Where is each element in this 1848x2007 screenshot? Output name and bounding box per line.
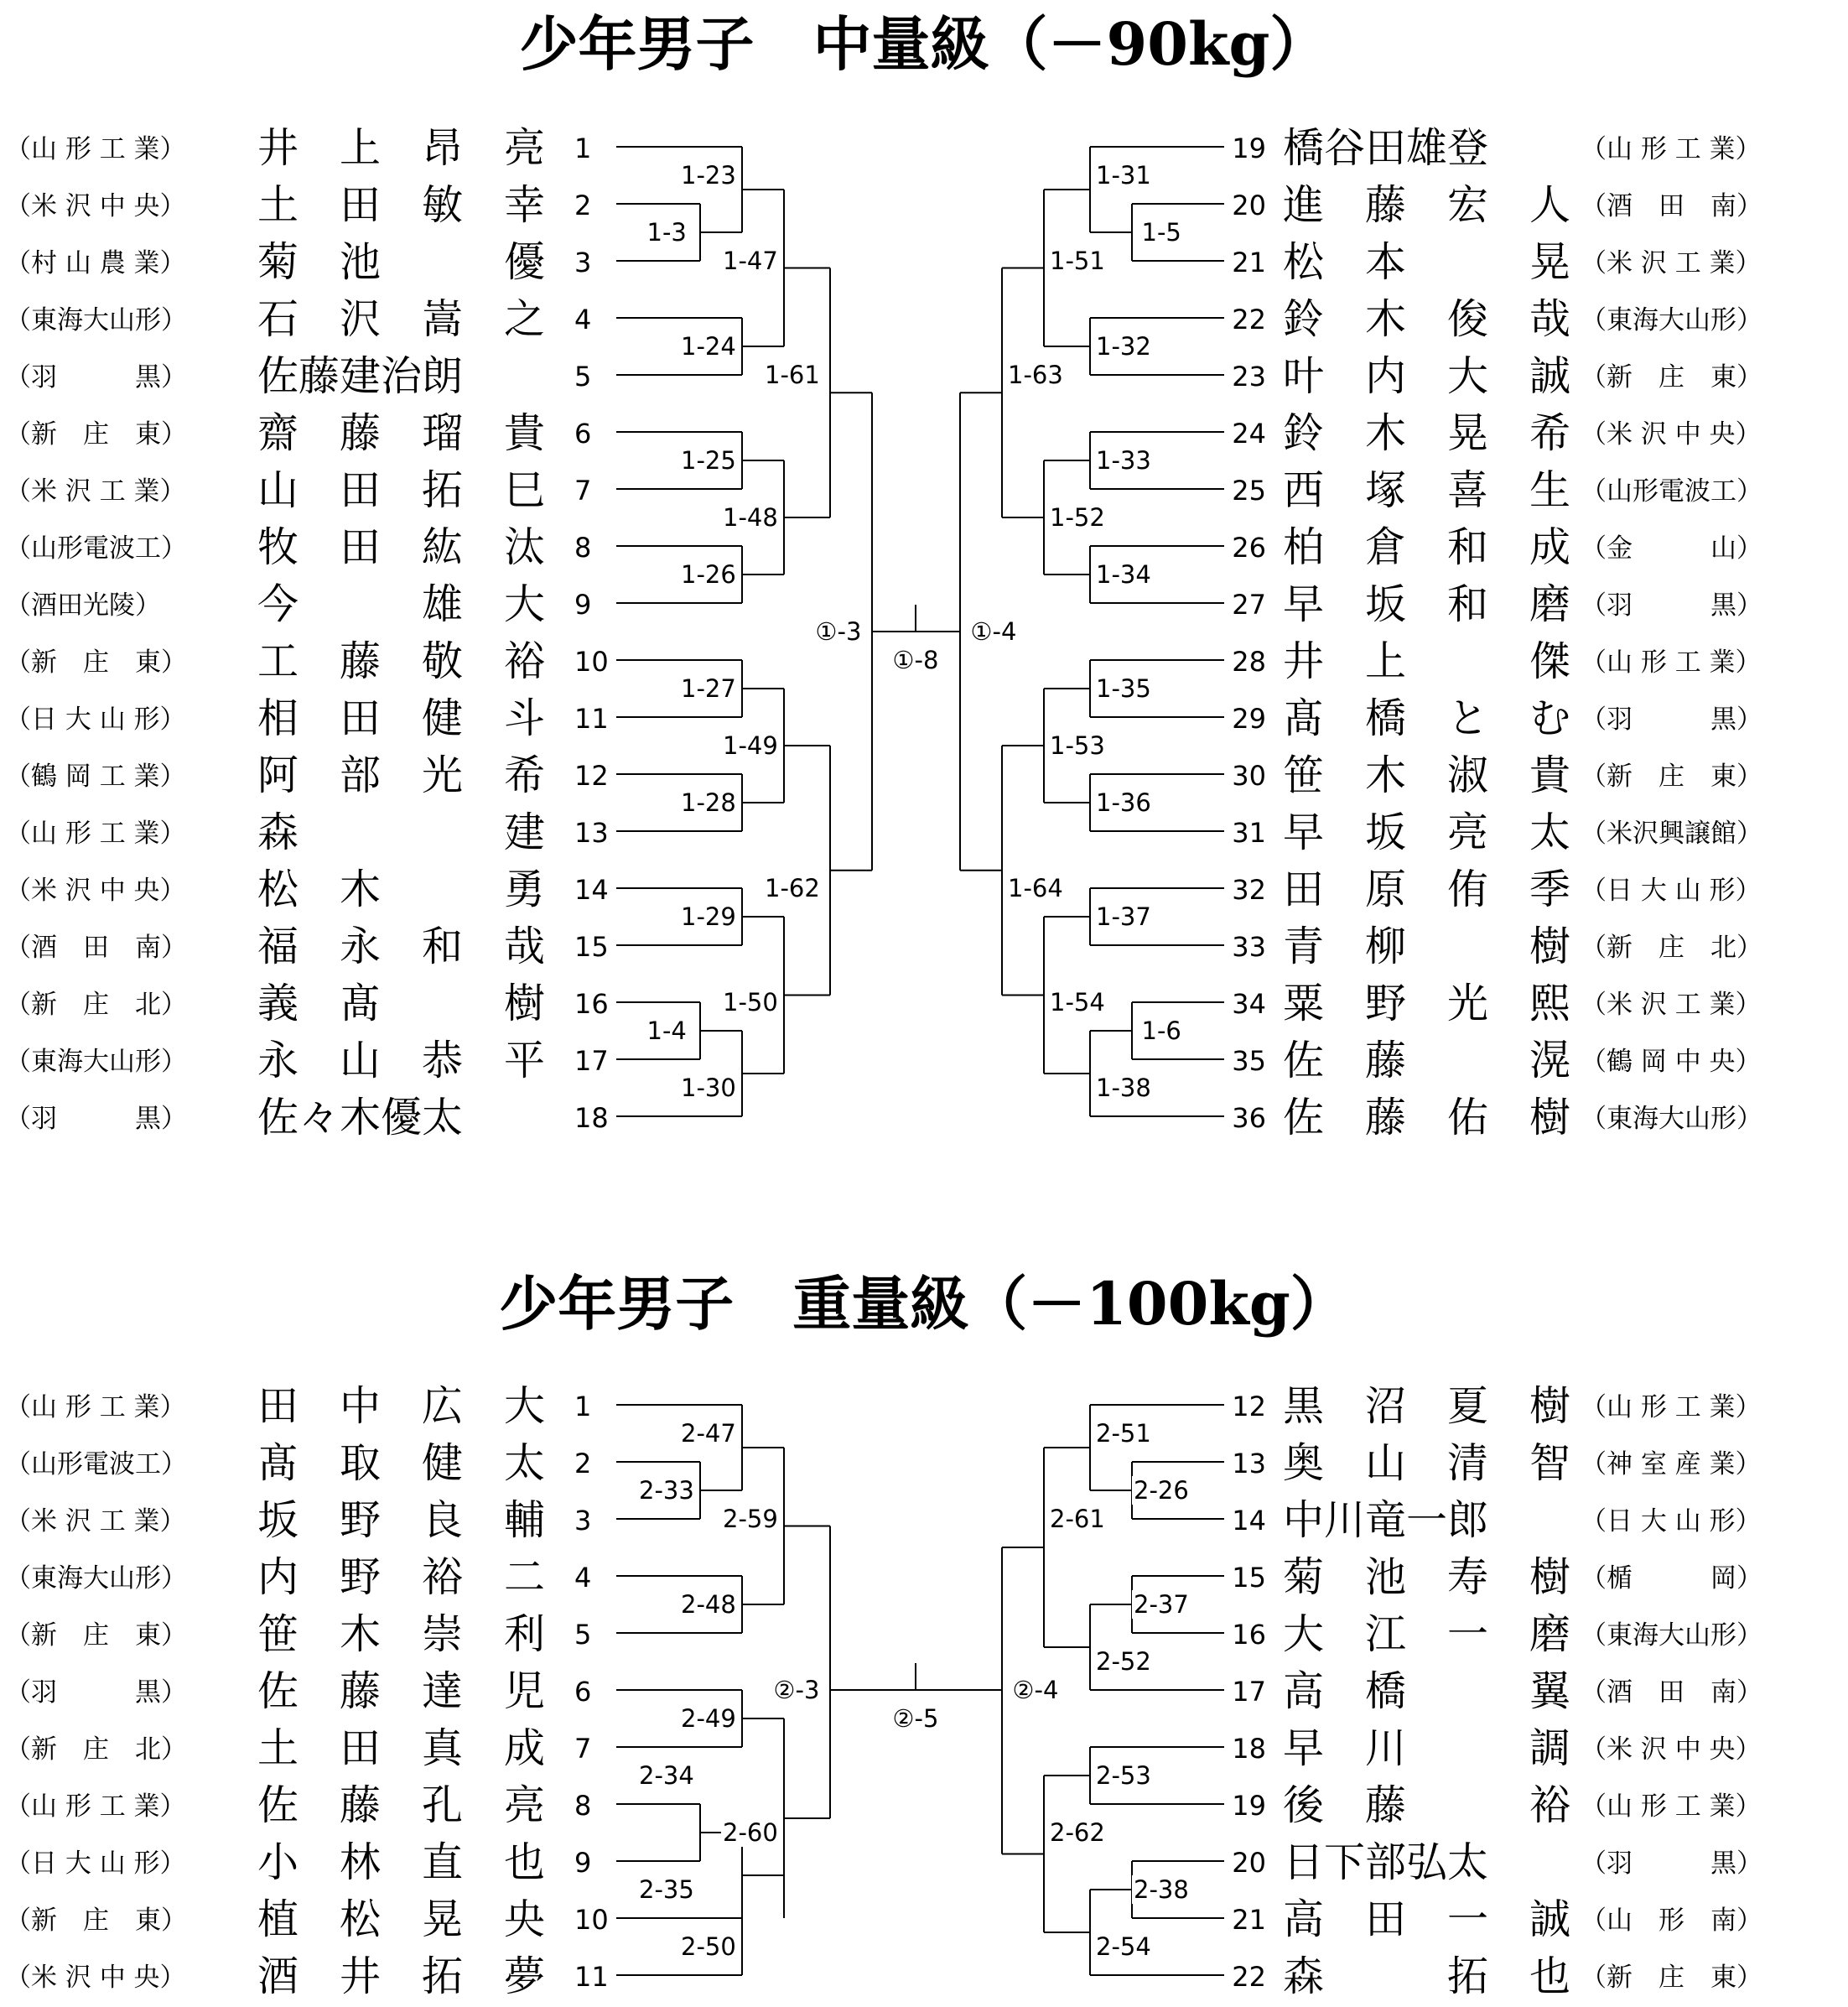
entrant-name: 橋谷田雄登 — [1283, 124, 1489, 172]
entrant-name: 高 橋 翼 — [1283, 1667, 1571, 1715]
entrant-school: （山 形 工 業） — [1581, 647, 1762, 678]
entrant-name: 叶 内 大 誠 — [1283, 352, 1571, 400]
match-label: ①-3 — [815, 617, 862, 646]
entrant-name: 早 川 調 — [1283, 1724, 1571, 1772]
entrant-name: 山 田 拓 巳 — [257, 466, 546, 514]
entrant-number: 8 — [574, 532, 592, 564]
entrant-school: （山 形 工 業） — [1581, 1791, 1762, 1822]
entrant-name: 土 田 敏 幸 — [257, 181, 546, 229]
entrant-name: 阿 部 光 希 — [257, 751, 546, 799]
entrant-school: （東海大山形） — [1581, 305, 1762, 335]
entrant-school: （羽 黒） — [1581, 705, 1762, 735]
entrant-school: （新 庄 東） — [5, 1906, 187, 1936]
match-label: 1-6 — [1141, 1016, 1181, 1045]
entrant-number: 22 — [1232, 1961, 1266, 1993]
match-label: 2-33 — [639, 1476, 694, 1505]
entrant-name: 植 松 晃 央 — [257, 1895, 546, 1943]
match-label: 1-50 — [723, 988, 778, 1016]
match-label: 2-59 — [723, 1505, 778, 1533]
entrant-number: 9 — [574, 1847, 592, 1879]
entrant-number: 13 — [574, 817, 609, 849]
section-title-heavyweight: 少年男子 重量級（－100kg） — [499, 1269, 1349, 1339]
entrant-school: （東海大山形） — [1581, 1104, 1762, 1134]
match-label: 2-54 — [1096, 1932, 1151, 1961]
entrant-number: 34 — [1232, 988, 1266, 1020]
match-label: 1-48 — [723, 503, 778, 532]
entrant-number: 19 — [1232, 133, 1266, 164]
entrant-school: （羽 黒） — [5, 1104, 187, 1134]
match-label: 1-51 — [1050, 247, 1105, 275]
entrant-number: 32 — [1232, 874, 1266, 906]
entrant-school: （新 庄 北） — [5, 990, 187, 1020]
match-label: 1-62 — [765, 874, 820, 902]
match-label: 1-5 — [1141, 218, 1181, 247]
entrant-school: （山 形 南） — [1581, 1906, 1762, 1936]
entrant-number: 11 — [574, 1961, 609, 1993]
entrant-school: （神 室 産 業） — [1581, 1449, 1762, 1479]
entrant-name: 後 藤 裕 — [1283, 1781, 1571, 1829]
entrant-school: （日 大 山 形） — [5, 705, 186, 735]
entrant-name: 髙 橋 と む — [1283, 694, 1571, 742]
entrant-school: （新 庄 東） — [1581, 1963, 1762, 1993]
entrant-school: （羽 黒） — [5, 1677, 187, 1708]
entrant-school: （東海大山形） — [5, 1047, 187, 1077]
entrant-name: 進 藤 宏 人 — [1283, 181, 1571, 229]
entrant-number: 18 — [1232, 1733, 1266, 1765]
entrant-school: （新 庄 東） — [1581, 362, 1762, 393]
match-label: 2-53 — [1096, 1761, 1151, 1790]
match-label: 2-38 — [1134, 1875, 1189, 1904]
entrant-name: 内 野 裕 二 — [257, 1553, 546, 1601]
entrant-name: 佐藤建治朗 — [257, 352, 464, 400]
entrant-number: 26 — [1232, 532, 1266, 564]
entrant-school: （米 沢 工 業） — [1581, 248, 1762, 278]
match-label: 2-35 — [639, 1875, 694, 1904]
entrant-number: 23 — [1232, 361, 1266, 393]
entrant-school: （羽 黒） — [5, 362, 187, 393]
entrant-school: （米 沢 工 業） — [1581, 990, 1762, 1020]
match-label: 1-29 — [681, 902, 736, 931]
entrant-name: 笹 木 崇 利 — [257, 1610, 546, 1658]
entrant-school: （村 山 農 業） — [5, 248, 186, 278]
match-label: 1-33 — [1096, 446, 1151, 475]
entrant-number: 14 — [574, 874, 609, 906]
entrant-number: 17 — [574, 1045, 609, 1077]
entrant-name: 井 上 昂 亮 — [257, 124, 546, 172]
entrant-name: 永 山 恭 平 — [257, 1037, 546, 1084]
entrant-number: 5 — [574, 361, 592, 393]
entrant-name: 高 田 一 誠 — [1283, 1895, 1571, 1943]
entrant-school: （米 沢 工 業） — [5, 476, 186, 507]
entrant-school: （山形電波工） — [5, 1449, 187, 1479]
match-label: 1-24 — [681, 332, 736, 361]
match-label: 2-60 — [723, 1818, 778, 1847]
match-label: 1-47 — [723, 247, 778, 275]
match-label: ②-4 — [1012, 1676, 1059, 1704]
match-label: 1-63 — [1008, 361, 1063, 389]
entrant-number: 7 — [574, 475, 592, 507]
entrant-name: 今 雄 大 — [257, 580, 546, 628]
match-label: ①-4 — [970, 617, 1017, 646]
match-label: 1-49 — [723, 731, 778, 760]
entrant-name: 森 拓 也 — [1283, 1952, 1571, 2000]
entrant-school: （鶴 岡 中 央） — [1581, 1047, 1762, 1077]
entrant-number: 6 — [574, 418, 592, 450]
entrant-school: （新 庄 北） — [5, 1734, 187, 1765]
match-label: 1-3 — [646, 218, 687, 247]
entrant-name: 酒 井 拓 夢 — [257, 1952, 546, 2000]
entrant-name: 相 田 健 斗 — [257, 694, 546, 742]
entrant-name: 義 髙 樹 — [257, 980, 546, 1027]
entrant-school: （米 沢 中 央） — [1581, 419, 1762, 450]
match-label: 1-37 — [1096, 902, 1151, 931]
entrant-number: 19 — [1232, 1790, 1266, 1822]
entrant-name: 笹 木 淑 貴 — [1283, 751, 1571, 799]
match-label: 1-25 — [681, 446, 736, 475]
entrant-number: 21 — [1232, 1904, 1266, 1936]
entrant-number: 33 — [1232, 931, 1266, 963]
entrant-number: 12 — [1232, 1391, 1266, 1422]
match-label: 1-36 — [1096, 788, 1151, 817]
entrant-name: 田 中 広 大 — [257, 1382, 546, 1430]
entrant-name: 佐 藤 滉 — [1283, 1037, 1571, 1084]
entrant-number: 4 — [574, 1562, 592, 1594]
entrant-number: 10 — [574, 1904, 609, 1936]
match-label: 1-52 — [1050, 503, 1105, 532]
entrant-school: （米 沢 工 業） — [5, 1506, 186, 1536]
entrant-name: 日下部弘太 — [1283, 1838, 1489, 1886]
entrant-number: 11 — [574, 703, 609, 735]
entrant-number: 15 — [1232, 1562, 1266, 1594]
entrant-number: 2 — [574, 1448, 592, 1479]
match-label: 2-50 — [681, 1932, 736, 1961]
entrant-name: 土 田 真 成 — [257, 1724, 546, 1772]
entrant-name: 髙 取 健 太 — [257, 1439, 546, 1487]
entrant-number: 3 — [574, 1505, 592, 1536]
entrant-name: 田 原 侑 季 — [1283, 866, 1571, 913]
entrant-school: （山 形 工 業） — [1581, 134, 1762, 164]
entrant-name: 佐 藤 孔 亮 — [257, 1781, 546, 1829]
entrant-name: 青 柳 樹 — [1283, 923, 1571, 970]
entrant-number: 27 — [1232, 589, 1266, 621]
entrant-school: （米沢興譲館） — [1581, 819, 1762, 849]
match-label: 1-4 — [646, 1016, 687, 1045]
entrant-school: （山 形 工 業） — [5, 1791, 186, 1822]
match-label: 1-30 — [681, 1074, 736, 1102]
entrant-school: （酒田光陵） — [5, 590, 161, 621]
entrant-number: 29 — [1232, 703, 1266, 735]
entrant-name: 石 沢 嵩 之 — [257, 295, 546, 343]
match-label: ②-3 — [773, 1676, 820, 1704]
entrant-number: 16 — [1232, 1619, 1266, 1651]
entrant-number: 2 — [574, 190, 592, 221]
match-label: 1-27 — [681, 674, 736, 703]
entrant-number: 25 — [1232, 475, 1266, 507]
entrant-name: 菊 池 寿 樹 — [1283, 1553, 1571, 1601]
entrant-number: 4 — [574, 304, 592, 335]
entrant-school: （楯 岡） — [1581, 1563, 1762, 1594]
entrant-number: 8 — [574, 1790, 592, 1822]
entrant-school: （新 庄 東） — [1581, 762, 1762, 792]
entrant-name: 早 坂 亮 太 — [1283, 809, 1571, 856]
entrant-school: （東海大山形） — [5, 305, 187, 335]
entrant-school: （新 庄 東） — [5, 1620, 187, 1651]
entrant-number: 21 — [1232, 247, 1266, 278]
match-label: ①-8 — [892, 646, 939, 674]
entrant-number: 36 — [1232, 1102, 1266, 1134]
entrant-name: 西 塚 喜 生 — [1283, 466, 1571, 514]
entrant-name: 中川竜一郎 — [1283, 1496, 1489, 1544]
entrant-number: 7 — [574, 1733, 592, 1765]
entrant-school: （新 庄 東） — [5, 419, 187, 450]
entrant-number: 16 — [574, 988, 609, 1020]
entrant-number: 20 — [1232, 1847, 1266, 1879]
entrant-number: 10 — [574, 646, 609, 678]
entrant-school: （山 形 工 業） — [5, 134, 186, 164]
entrant-number: 15 — [574, 931, 609, 963]
entrant-name: 鈴 木 晃 希 — [1283, 409, 1571, 457]
match-label: 1-54 — [1050, 988, 1105, 1016]
match-label: 2-51 — [1096, 1419, 1151, 1448]
entrant-school: （日 大 山 形） — [5, 1848, 186, 1879]
entrant-name: 井 上 傑 — [1283, 637, 1571, 685]
match-label: 2-34 — [639, 1761, 694, 1790]
match-label: 1-28 — [681, 788, 736, 817]
match-label: 1-23 — [681, 161, 736, 190]
entrant-number: 28 — [1232, 646, 1266, 678]
entrant-school: （山形電波工） — [1581, 476, 1762, 507]
entrant-school: （金 山） — [1581, 533, 1762, 564]
entrant-school: （新 庄 北） — [1581, 933, 1762, 963]
entrant-school: （米 沢 中 央） — [5, 876, 186, 906]
entrant-name: 大 江 一 磨 — [1283, 1610, 1571, 1658]
entrant-name: 福 永 和 哉 — [257, 923, 546, 970]
entrant-name: 松 木 勇 — [257, 866, 546, 913]
entrant-school: （山 形 工 業） — [5, 819, 186, 849]
match-label: 1-38 — [1096, 1074, 1151, 1102]
entrant-name: 小 林 直 也 — [257, 1838, 546, 1886]
match-label: 2-52 — [1096, 1647, 1151, 1676]
entrant-name: 佐々木優太 — [257, 1094, 464, 1141]
match-label: 2-62 — [1050, 1818, 1105, 1847]
match-label: 2-47 — [681, 1419, 736, 1448]
entrant-name: 佐 藤 達 児 — [257, 1667, 546, 1715]
entrant-number: 35 — [1232, 1045, 1266, 1077]
entrant-school: （山形電波工） — [5, 533, 187, 564]
match-label: 2-61 — [1050, 1505, 1105, 1533]
match-label: 1-53 — [1050, 731, 1105, 760]
entrant-school: （羽 黒） — [1581, 1848, 1762, 1879]
entrant-school: （新 庄 東） — [5, 647, 187, 678]
entrant-number: 17 — [1232, 1676, 1266, 1708]
entrant-school: （米 沢 中 央） — [5, 191, 186, 221]
match-label: 1-32 — [1096, 332, 1151, 361]
match-label: 1-31 — [1096, 161, 1151, 190]
entrant-school: （米 沢 中 央） — [5, 1963, 186, 1993]
entrant-school: （酒 田 南） — [1581, 191, 1762, 221]
match-label: 1-61 — [765, 361, 820, 389]
entrant-number: 1 — [574, 133, 592, 164]
entrant-name: 齋 藤 瑠 貴 — [257, 409, 546, 457]
entrant-school: （鶴 岡 工 業） — [5, 762, 186, 792]
match-label: 1-64 — [1008, 874, 1063, 902]
entrant-name: 鈴 木 俊 哉 — [1283, 295, 1571, 343]
entrant-name: 工 藤 敬 裕 — [257, 637, 546, 685]
entrant-school: （日 大 山 形） — [1581, 1506, 1762, 1536]
entrant-number: 9 — [574, 589, 592, 621]
match-label: 2-26 — [1134, 1476, 1189, 1505]
entrant-name: 奥 山 清 智 — [1283, 1439, 1571, 1487]
entrant-school: （山 形 工 業） — [1581, 1392, 1762, 1422]
entrant-school: （酒 田 南） — [5, 933, 187, 963]
entrant-number: 14 — [1232, 1505, 1266, 1536]
entrant-number: 24 — [1232, 418, 1266, 450]
entrant-number: 31 — [1232, 817, 1266, 849]
entrant-school: （東海大山形） — [5, 1563, 187, 1594]
entrant-school: （米 沢 中 央） — [1581, 1734, 1762, 1765]
entrant-number: 6 — [574, 1676, 592, 1708]
entrant-number: 20 — [1232, 190, 1266, 221]
entrant-school: （酒 田 南） — [1581, 1677, 1762, 1708]
match-label: 2-49 — [681, 1704, 736, 1733]
entrant-number: 1 — [574, 1391, 592, 1422]
entrant-name: 松 本 晃 — [1283, 238, 1571, 286]
entrant-name: 佐 藤 佑 樹 — [1283, 1094, 1571, 1141]
match-label: 2-37 — [1134, 1590, 1189, 1619]
match-label: 1-34 — [1096, 560, 1151, 589]
entrant-number: 3 — [574, 247, 592, 278]
entrant-school: （東海大山形） — [1581, 1620, 1762, 1651]
entrant-name: 早 坂 和 磨 — [1283, 580, 1571, 628]
match-label: 2-48 — [681, 1590, 736, 1619]
entrant-name: 柏 倉 和 成 — [1283, 523, 1571, 571]
entrant-name: 黒 沼 夏 樹 — [1283, 1382, 1571, 1430]
entrant-number: 5 — [574, 1619, 592, 1651]
entrant-name: 森 建 — [257, 809, 546, 856]
entrant-number: 13 — [1232, 1448, 1266, 1479]
entrant-school: （羽 黒） — [1581, 590, 1762, 621]
match-label: 1-35 — [1096, 674, 1151, 703]
entrant-name: 菊 池 優 — [257, 238, 546, 286]
entrant-school: （日 大 山 形） — [1581, 876, 1762, 906]
entrant-name: 粟 野 光 熙 — [1283, 980, 1571, 1027]
entrant-number: 12 — [574, 760, 609, 792]
entrant-name: 牧 田 紘 汰 — [257, 523, 546, 571]
match-label: 1-26 — [681, 560, 736, 589]
entrant-number: 30 — [1232, 760, 1266, 792]
entrant-school: （山 形 工 業） — [5, 1392, 186, 1422]
section-title-middleweight: 少年男子 中量級（－90kg） — [519, 9, 1329, 79]
entrant-number: 22 — [1232, 304, 1266, 335]
entrant-number: 18 — [574, 1102, 609, 1134]
match-label: ②-5 — [892, 1704, 939, 1733]
entrant-name: 坂 野 良 輔 — [257, 1496, 546, 1544]
